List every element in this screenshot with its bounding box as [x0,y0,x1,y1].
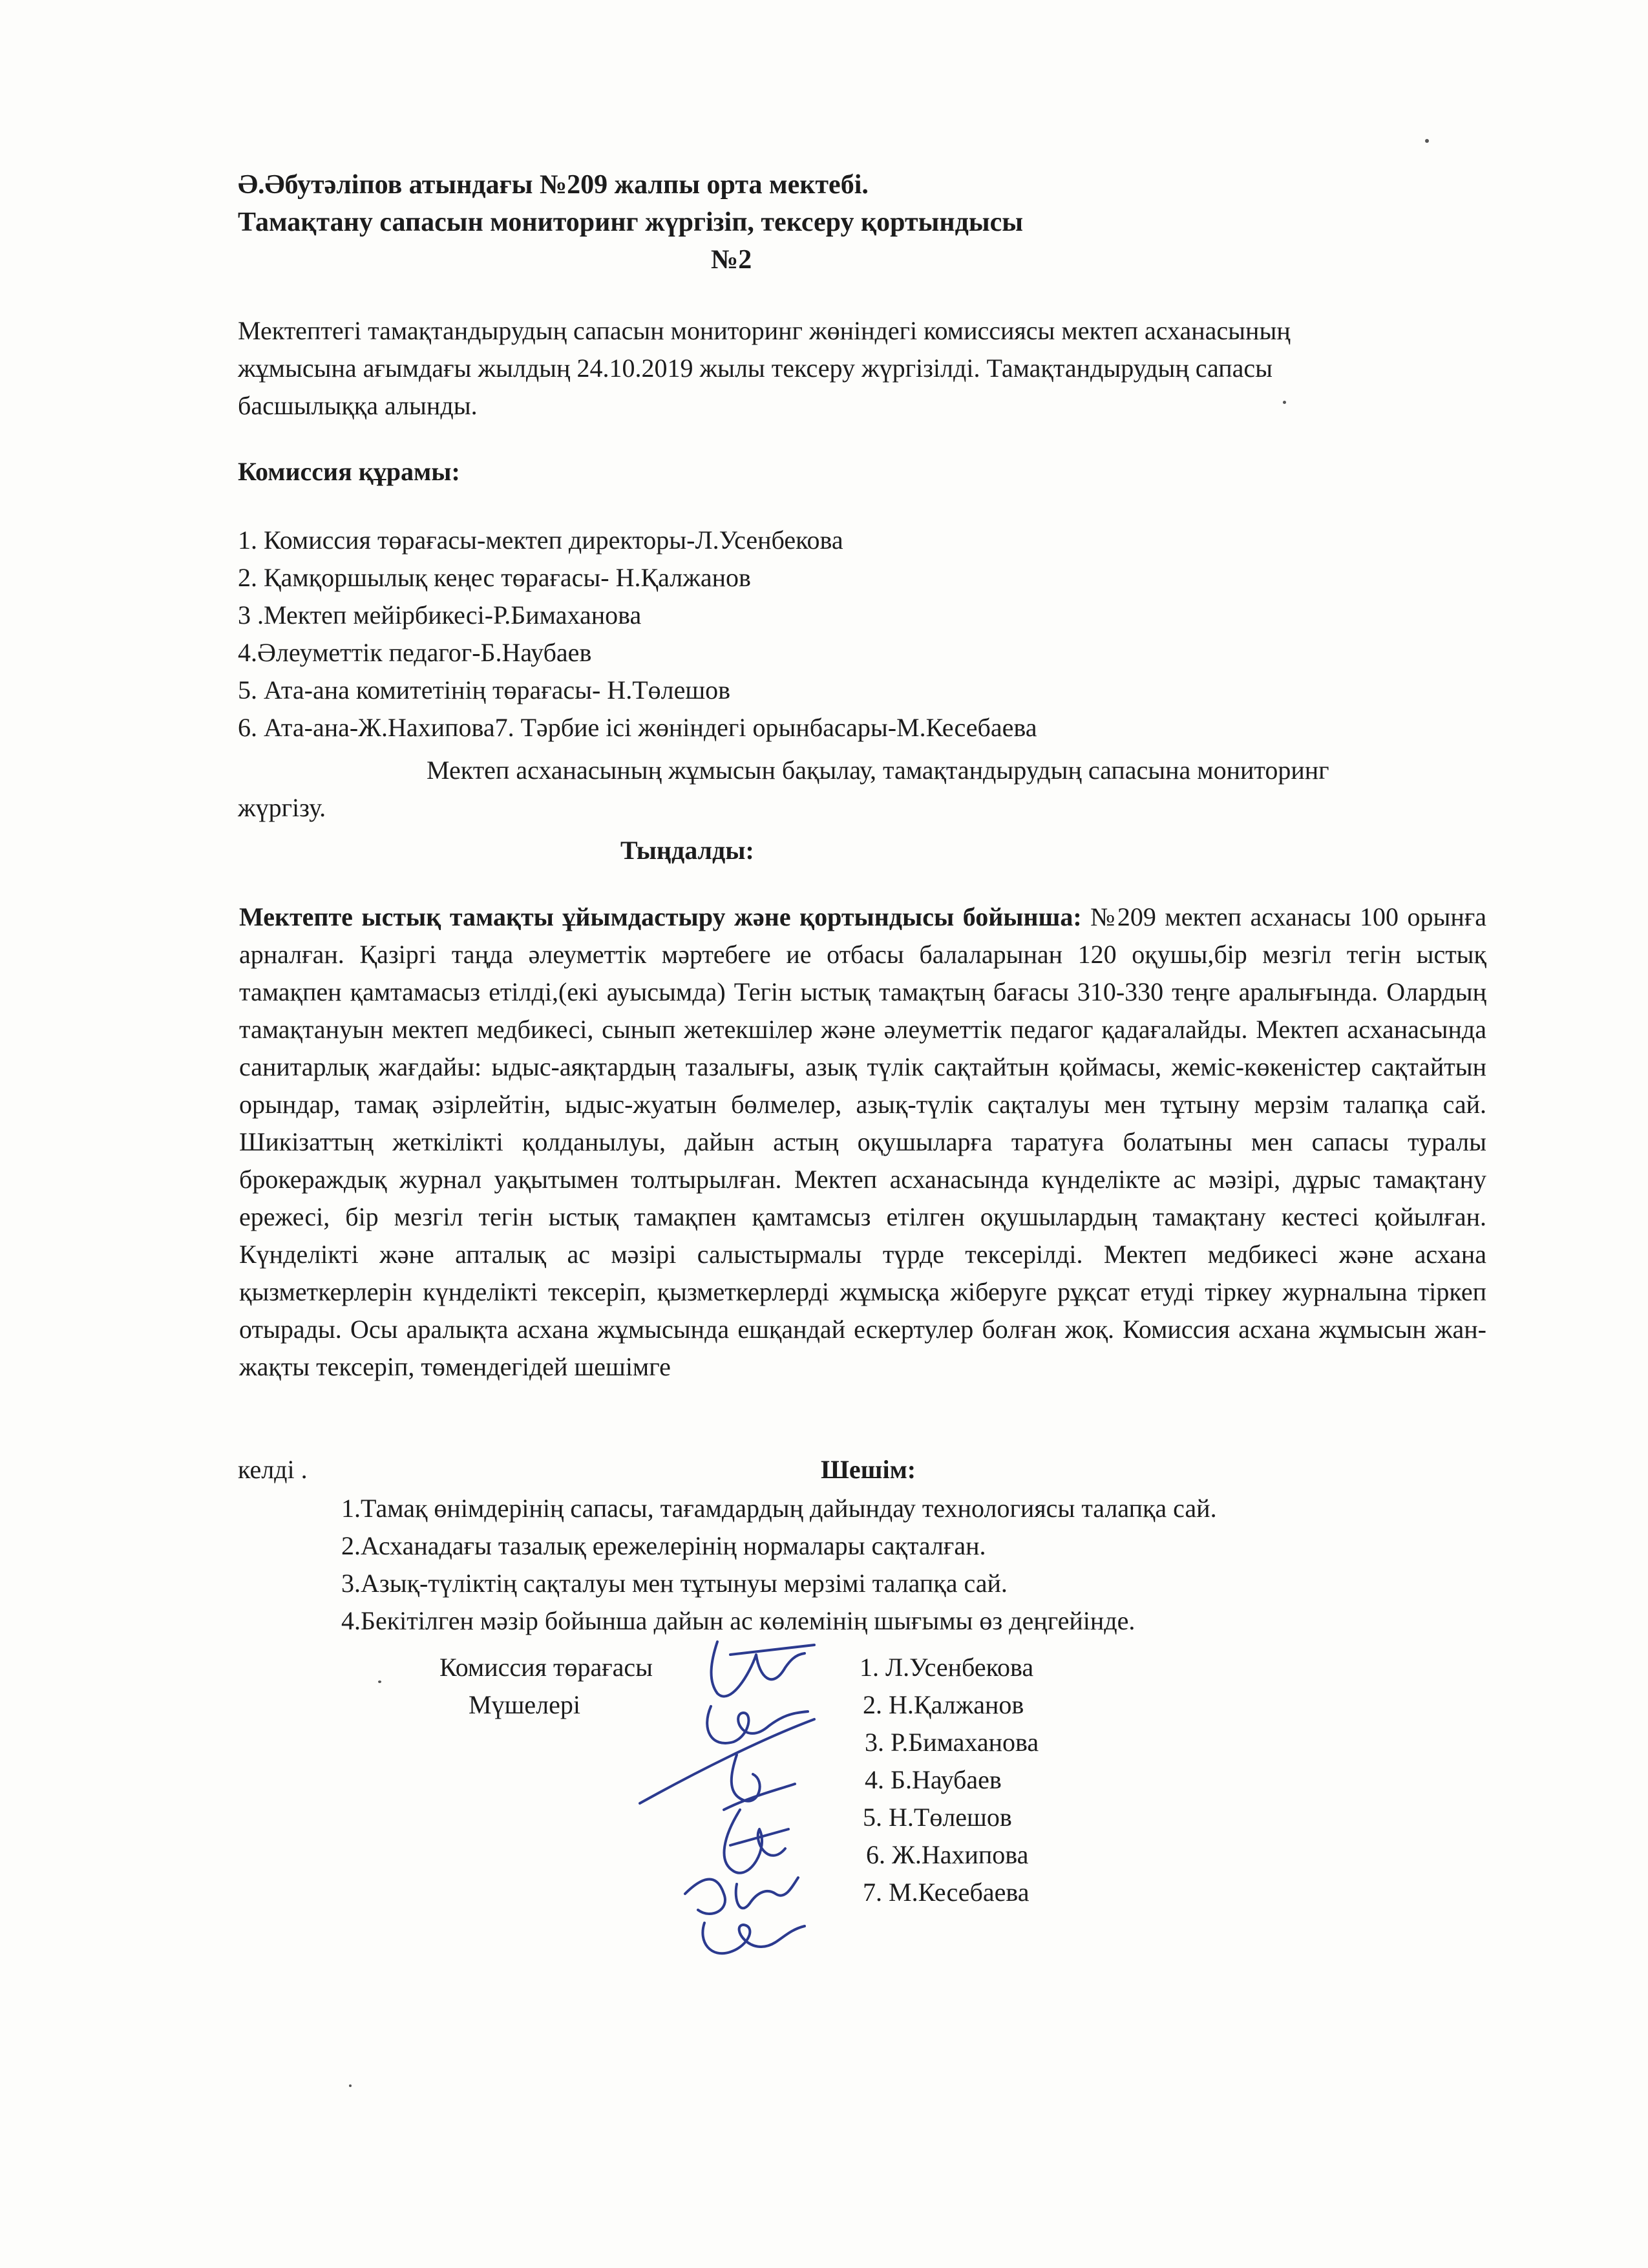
intro-line-3: басшылыққа алынды. [238,391,478,420]
intro-line-2: жұмысына ағымдағы жылдың 24.10.2019 жылы тексеру жүргізілді. Тамақтандырудың сапасы [238,354,1273,383]
decision-item: 3.Азық-түліктің сақталуы мен тұтынуы мерзімі талапқа сай. [341,1569,1008,1598]
signatory-name: 7. М.Кесебаева [863,1878,1030,1907]
signature-stroke [712,1642,814,1697]
document-number: №2 [711,245,752,275]
signature-stroke [724,1810,788,1873]
purpose-line-2: жүргізу. [238,793,326,822]
listened-body: №209 мектеп асханасы 100 орынға арналған. Қазіргі таңда әлеуметтік мәртебеге ие отбасы балаларынан 120 оқушы,бір мезгіл тегін ыстық тамақпен қамтамасыз етілді,(екі ауысымда) Тегін ыстық тамақтың бағасы 310-330 теңге аралығында. Олардың тамақтануын мектеп медбикесі, сынып жетекшілер және әлеуметтік педагог қадағалайды. Мектеп асханасында санитарлық жағдайы: ыдыс-аяқтардың тазалығы, азық түлік сақтайтын қоймасы, жеміс-көкеністер сақтайтын орындар, тамақ әзірлейтін, ыдыс-жуатын бөлмелер, азық-түлік сақталуы мен тұтыну мерзім талапқа сай. Шикізаттың жеткілікті қолданылуы, дайын астың оқушыларға таратуға болатыны мен сапасы туралы брокераждық журнал уақытымен толтырылған. Мектеп асханасында күнделікте ас мәзірі, дұрыс тамақтану ережесі, бір мезгіл тегін ыстық тамақпен қамтамсыз етілген оқушылардың тамақтану кестесі қойылған. Күнделікті және апталық ас мәзірі салыстырмалы түрде тексерілді. Мектеп медбикесі және асхана қызметкерлерін күнделікті тексеріп, қызметкерлерді жұмысқа жіберуге рұқсат етуді тіркеу журналына тіркеп отырады. Осы аралықта асхана жұмысында ешқандай ескертулер болған жоқ. Комиссия асхана жұмысын жан-жақты тексеріп, төмендегідей шешімге [239,902,1486,1381]
listened-lead: Мектепте ыстық тамақты ұйымдастыру және қортындысы бойынша: [239,902,1082,931]
signatory-name: 1. Л.Усенбекова [860,1653,1034,1682]
chair-label: Комиссия төрағасы [439,1653,653,1682]
commission-member: 2. Қамқоршылық кеңес төрағасы- Н.Қалжанов [238,563,751,592]
scan-speck [1425,139,1429,143]
signatory-name: 5. Н.Төлешов [863,1803,1012,1832]
scan-speck [349,2084,352,2087]
document-title: Тамақтану сапасын мониторинг жүргізіп, тексеру қортындысы [238,207,1024,237]
listened-heading: Тыңдалды: [620,836,754,865]
commission-member: 6. Ата-ана-Ж.Нахипова7. Тәрбие ісі жөніндегі орынбасары-М.Кесебаева [238,713,1037,742]
decision-item: 4.Бекітілген мәзір бойынша дайын ас көлемінің шығымы өз деңгейінде. [341,1606,1136,1635]
handwritten-signatures [620,1616,892,1978]
decision-heading: Шешім: [821,1455,916,1484]
listened-last-word: келді . [238,1455,308,1484]
members-label: Мүшелері [469,1690,580,1719]
scan-speck [1283,401,1286,404]
scan-speck [378,1680,381,1683]
commission-member: 1. Комиссия төрағасы-мектеп директоры-Л.Усенбекова [238,525,843,555]
signatory-name: 2. Н.Қалжанов [863,1690,1024,1719]
signature-stroke [703,1923,805,1953]
commission-heading: Комиссия құрамы: [238,457,460,486]
commission-member: 5. Ата-ана комитетінің төрағасы- Н.Төлешов [238,675,731,705]
signature-stroke [724,1755,795,1810]
signatory-name: 3. Р.Бимаханова [865,1728,1039,1757]
decision-item: 1.Тамақ өнімдерінің сапасы, тағамдардың дайындау технологиясы талапқа сай. [341,1494,1217,1523]
commission-member: 3 .Мектеп мейірбикесі-Р.Бимаханова [238,600,642,630]
listened-paragraph [239,898,1486,1386]
signatory-name: 4. Б.Наубаев [865,1765,1002,1794]
signature-stroke [640,1719,814,1803]
school-name: Ә.Әбутәліпов атындағы №209 жалпы орта мектебі. [238,170,869,200]
signature-stroke [685,1878,798,1914]
decision-item: 2.Асханадағы тазалық ережелерінің нормалары сақталған. [341,1531,986,1560]
purpose-line-1: Мектеп асханасының жұмысын бақылау, тамақтандырудың сапасына мониторинг [427,756,1329,785]
signatory-name: 6. Ж.Нахипова [866,1840,1029,1869]
signature-stroke [707,1706,808,1743]
commission-member: 4.Әлеуметтік педагог-Б.Наубаев [238,638,592,667]
intro-line-1: Мектептегі тамақтандырудың сапасын мониторинг жөніндегі комиссиясы мектеп асханасының [238,316,1291,345]
